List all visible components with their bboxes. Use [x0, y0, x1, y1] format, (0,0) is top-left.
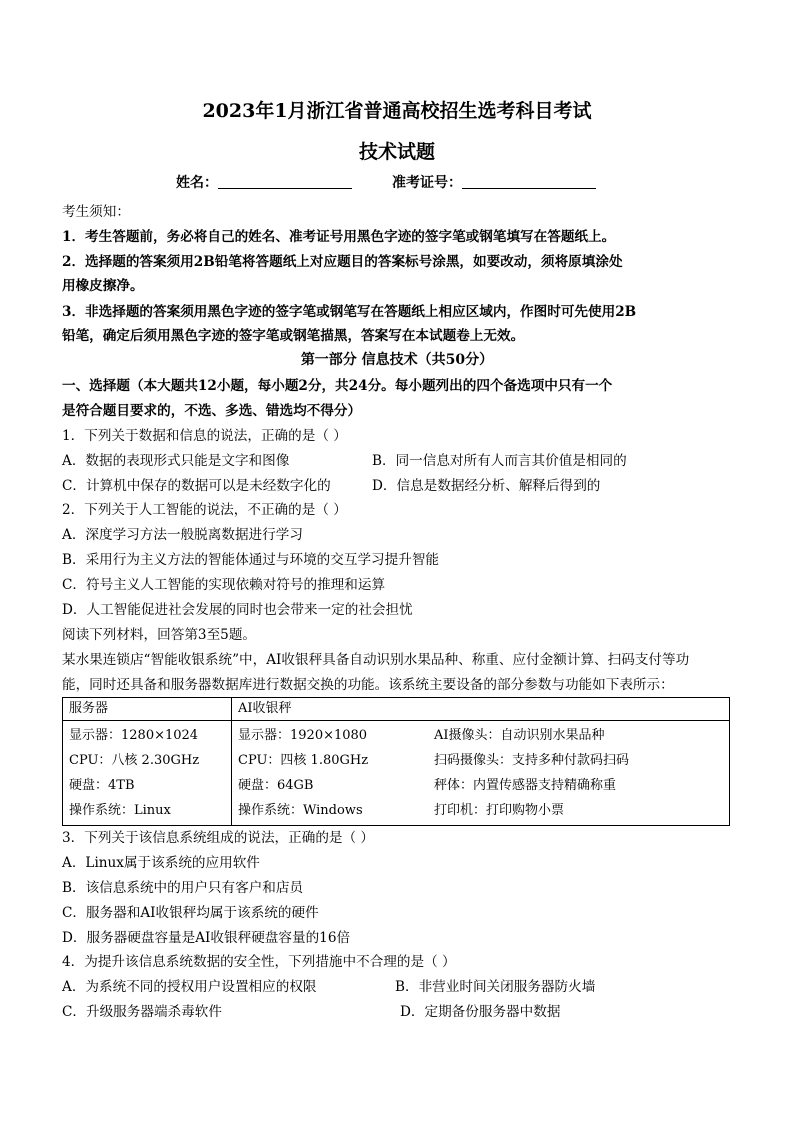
- notice-item: 用橡皮擦净。: [62, 278, 144, 294]
- q2-option-a: A．深度学习方法一般脱离数据进行学习: [62, 527, 303, 543]
- reading-intro: 阅读下列材料，回答第3至5题。: [62, 627, 257, 643]
- q1-option-c: C．计算机中保存的数据可以是未经数字化的: [62, 478, 331, 494]
- q3-option-c: C．服务器和AI收银秤均属于该系统的硬件: [62, 905, 319, 921]
- notice-item: 1．考生答题前，务必将自己的姓名、准考证号用黑色字迹的签字笔或钢笔填写在答题纸上。: [62, 229, 616, 245]
- q2-stem: 2．下列关于人工智能的说法，不正确的是（ ）: [62, 502, 347, 518]
- q3-option-b: B．该信息系统中的用户只有客户和店员: [62, 880, 304, 896]
- scale-spec: 显示器：1920×1080: [238, 728, 368, 743]
- notice-item: 铅笔，确定后须用黑色字迹的签字笔或钢笔描黑，答案写在本试题卷上无效。: [62, 328, 525, 344]
- q3-option-a: A．Linux属于该系统的应用软件: [62, 855, 260, 871]
- q3-stem: 3．下列关于该信息系统组成的说法，正确的是（ ）: [62, 830, 375, 846]
- q2-option-d: D．人工智能促进社会发展的同时也会带来一定的社会担忧: [62, 602, 413, 618]
- exam-subtitle: 技术试题: [358, 141, 435, 163]
- table-body-row: [63, 721, 730, 826]
- scale-feature: 打印机：打印购物小票: [434, 803, 565, 818]
- q2-option-b: B．采用行为主义方法的智能体通过与环境的交互学习提升智能: [62, 552, 440, 568]
- section1-heading: 一、选择题（本大题共12小题，每小题2分，共24分。每小题列出的四个备选项中只有一个: [62, 378, 613, 394]
- reading-paragraph: 某水果连锁店“智能收银系统”中，AI收银秤具备自动识别水果品种、称重、应付金额计算、扫码支付等功: [62, 652, 690, 668]
- name-blank: [218, 174, 352, 189]
- section1-heading-cont: 是符合题目要求的，不选、多选、错选均不得分）: [62, 403, 362, 419]
- q1-option-b: B．同一信息对所有人而言其价值是相同的: [372, 453, 627, 469]
- server-spec: CPU：八核 2.30GHz: [69, 753, 200, 768]
- id-fields: [176, 172, 596, 192]
- table-header-scale: AI收银秤: [232, 698, 730, 721]
- scale-feature: 秤体：内置传感器支持精确称重: [434, 778, 617, 793]
- q4-option-c: C．升级服务器端杀毒软件: [62, 1004, 222, 1020]
- scale-spec: 硬盘：64GB: [238, 778, 314, 793]
- exam-no-label: 准考证号：: [392, 175, 462, 191]
- notice-item: 2．选择题的答案须用2B铅笔将答题纸上对应题目的答案标号涂黑，如要改动，须将原填涂处: [62, 254, 623, 270]
- server-spec: 硬盘：4TB: [69, 778, 135, 793]
- q1-option-d: D．信息是数据经分析、解释后得到的: [372, 478, 601, 494]
- exam-no-blank: [462, 174, 596, 189]
- reading-paragraph-cont: 能，同时还具备和服务器数据库进行数据交换的功能。该系统主要设备的部分参数与功能如下表所示：: [62, 677, 674, 693]
- table-header-row: [63, 698, 730, 721]
- q3-option-d: D．服务器硬盘容量是AI收银秤硬盘容量的16倍: [62, 930, 351, 946]
- scale-feature: 扫码摄像头：支持多种付款码扫码: [434, 753, 630, 768]
- scale-feature: AI摄像头：自动识别水果品种: [434, 728, 605, 743]
- q4-option-d: D．定期备份服务器中数据: [400, 1004, 561, 1020]
- name-label: 姓名：: [176, 175, 218, 191]
- q4-option-b: B．非营业时间关闭服务器防火墙: [395, 979, 596, 995]
- q1-stem: 1．下列关于数据和信息的说法，正确的是（ ）: [62, 428, 347, 444]
- server-spec: 显示器：1280×1024: [69, 728, 199, 743]
- spec-table: [62, 697, 730, 826]
- q1-option-a: A．数据的表现形式只能是文字和图像: [62, 453, 290, 469]
- part1-title: 第一部分 信息技术（共50分）: [300, 352, 494, 368]
- table-header-server: 服务器: [63, 698, 232, 721]
- scale-specs: [232, 721, 730, 826]
- notice-item: 3．非选择题的答案须用黑色字迹的签字笔或钢笔写在答题纸上相应区域内，作图时可先使用2B: [62, 304, 637, 320]
- q2-option-c: C．符号主义人工智能的实现依赖对符号的推理和运算: [62, 577, 386, 593]
- server-specs: [63, 721, 232, 826]
- scale-spec: CPU：四核 1.80GHz: [238, 753, 369, 768]
- scale-spec: 操作系统：Windows: [238, 803, 363, 818]
- server-spec: 操作系统：Linux: [69, 803, 171, 818]
- exam-title: 2023年1月浙江省普通高校招生选考科目考试: [202, 100, 592, 122]
- notice-heading: 考生须知：: [62, 204, 130, 220]
- q4-option-a: A．为系统不同的授权用户设置相应的权限: [62, 979, 317, 995]
- q4-stem: 4．为提升该信息系统数据的安全性，下列措施中不合理的是（ ）: [62, 954, 456, 970]
